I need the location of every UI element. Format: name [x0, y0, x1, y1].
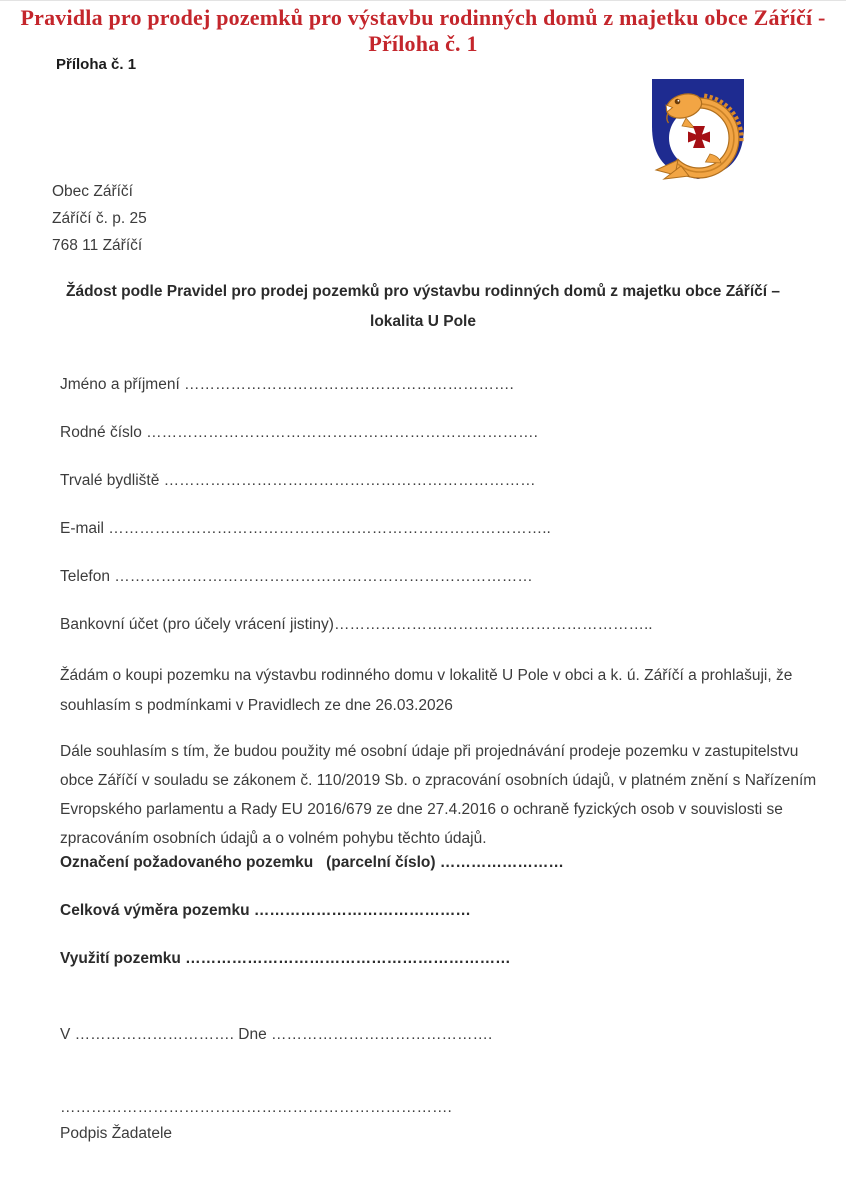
field-email: E-mail …………………………………………………………………………..: [60, 520, 551, 537]
consent-gdpr-paragraph: Dále souhlasím s tím, že budou použity mé osobní údaje při projednávání prodeje pozemku v zastupitelstvu obce Záříčí v souladu se zákonem č. 110/2019 Sb. o zpracování osobních údajů, v platném znění s Nařízením Evropského parlamentu a Rady EU 2016/679 ze dne 27.4.2016 o ochraně fyzických osob v souvislosti se zpracováním osobních údajů a o volném pohybu těchto údajů.: [60, 743, 817, 847]
field-bank-account: Bankovní účet (pro účely vrácení jistiny)……………………………………………………..: [60, 616, 653, 633]
field-total-area: Celková výměra pozemku ……………………………………: [60, 902, 471, 919]
place-and-date-line: V …………………………. Dne …………………………………….: [60, 1026, 493, 1043]
field-parcel-number: Označení požadovaného pozemku (parcelní číslo) ……………………: [60, 854, 564, 871]
field-phone: Telefon ………………………………………………………………………: [60, 568, 533, 585]
address-line: 768 11 Záříčí: [52, 237, 143, 254]
page-title: Pravidla pro prodej pozemků pro výstavbu rodinných domů z majetku obce Záříčí - Příloha č. 1: [20, 5, 826, 56]
address-line: Záříčí č. p. 25: [52, 210, 147, 227]
application-heading-line: Žádost podle Pravidel pro prodej pozemků pro výstavbu rodinných domů z majetku obce Záříčí –: [66, 283, 780, 300]
address-line: Obec Záříčí: [52, 183, 133, 200]
application-heading: [0, 277, 846, 337]
field-name-surname: Jméno a příjmení ……………………………………………………….: [60, 376, 514, 393]
annex-label: Příloha č. 1: [56, 56, 137, 73]
field-permanent-address: Trvalé bydliště ………………………………………………………………: [60, 472, 536, 489]
signature-block: [60, 1095, 452, 1147]
field-land-use: Využití pozemku ………………………………………………………: [60, 950, 511, 967]
signature-label: Podpis Žadatele: [60, 1125, 173, 1142]
fish-shield-icon: [648, 75, 748, 181]
consent-purchase-paragraph: Žádám o koupi pozemku na výstavbu rodinného domu v lokalitě U Pole v obci a k. ú. Záříčí a prohlašuji, že souhlasím s podmínkami v Pravidlech ze dne 26.03.2026: [60, 667, 793, 714]
sender-address-block: [52, 178, 147, 259]
application-heading-line: lokalita U Pole: [370, 313, 476, 330]
signature-dotted-line: ………………………………………………………………….: [60, 1099, 452, 1116]
municipal-coat-of-arms: [648, 75, 748, 181]
field-birth-number: Rodné číslo ………………………………………………………………….: [60, 424, 538, 441]
